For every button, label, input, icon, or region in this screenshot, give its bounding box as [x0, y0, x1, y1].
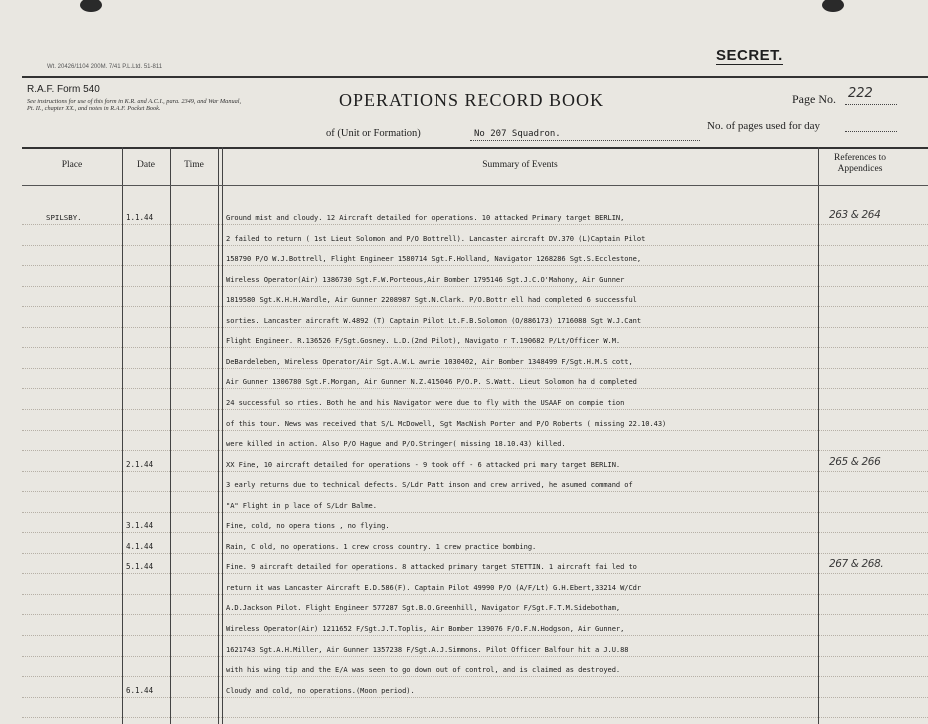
entry-reference: 265 & 266 [829, 455, 881, 468]
form-instructions: See instructions for use of this form in K.R. and A.C.I., para. 2349, and War Manual, Pt. II., chapter XX., and notes in R.A.F. Pocket Book. [27, 98, 242, 113]
summary-line: Wireless Operator(Air) 1211652 F/Sgt.J.T.Toplis, Air Bomber 139076 F/O.F.N.Hodgson, Air Gunner, [226, 624, 625, 633]
column-divider-date-time [170, 147, 171, 724]
pages-used-label: No. of pages used for day [707, 120, 821, 132]
ruled-line [22, 245, 928, 246]
ruled-line [22, 594, 928, 595]
column-divider-summary-margin [222, 147, 223, 724]
ruled-line [22, 614, 928, 615]
entry-reference: 267 & 268. [829, 558, 884, 571]
page-title: OPERATIONS RECORD BOOK [339, 90, 605, 110]
entry-date: 6.1.44 [126, 685, 154, 695]
entry-reference: 263 & 264 [829, 209, 881, 221]
summary-line: 158790 P/O W.J.Bottrell, Flight Engineer 1580714 Sgt.F.Holland, Navigator 1268286 Sgt.S.Ecclestone, [226, 254, 642, 264]
ruled-line [22, 265, 928, 266]
summary-line: Ground mist and cloudy. 12 Aircraft detailed for operations. 10 attacked Primary target BERLIN, [226, 213, 625, 222]
ruled-line [22, 286, 928, 287]
punch-hole-right [822, 0, 844, 12]
entry-date: 5.1.44 [126, 562, 154, 572]
ruled-line [22, 697, 928, 698]
pages-used-line [845, 131, 897, 132]
ruled-line [22, 471, 928, 472]
summary-line: of this tour. News was received that S/L McDowell, Sgt MacNish Porter and P/O Roberts ( missing 22.10.43) [226, 418, 667, 428]
print-reference: Wt. 20426/1104 200M. 7/41 P.L.Ltd. 51-811 [47, 64, 163, 70]
summary-line: Fine, cold, no opera tions , no flying. [226, 521, 390, 531]
column-header-references: References to Appendices [834, 153, 886, 174]
ruled-line [22, 573, 928, 574]
top-rule [22, 76, 928, 78]
ruled-line [22, 491, 928, 492]
ruled-line [22, 327, 928, 328]
unit-label: of (Unit or Formation) [326, 128, 421, 139]
summary-line: Wireless Operator(Air) 1386730 Sgt.F.W.Porteous,Air Bomber 1795146 Sgt.J.C.O'Mahony, Air Gunner [226, 274, 625, 284]
summary-line: Fine. 9 aircraft detailed for operations. 8 attacked primary target STETTIN. 1 aircraft fai led to [226, 562, 637, 572]
column-header-place: Place [61, 160, 83, 170]
punch-hole-left [80, 0, 102, 12]
summary-line: with his wing tip and the E/A was seen to go down out of control, and is claimed as destroyed. [226, 665, 621, 675]
ruled-line [22, 409, 928, 410]
ruled-line [22, 388, 928, 389]
ruled-line [22, 717, 928, 718]
summary-line: 2 failed to return ( 1st Lieut Solomon and P/O Bottrell). Lancaster aircraft DV.370 (L)Captain Pilot [226, 233, 646, 243]
summary-line: A.D.Jackson Pilot. Flight Engineer 577287 Sgt.B.O.Greenhill, Navigator F/Sgt.F.T.M.Sidebotham, [226, 603, 621, 613]
summary-line: 24 successful so rties. Both he and his Navigator were due to fly with the USAAF on compie tion [226, 397, 625, 407]
ruled-line [22, 306, 928, 307]
ruled-line [22, 635, 928, 636]
column-divider-place-date [122, 147, 123, 724]
summary-line: 1621743 Sgt.A.H.Miller, Air Gunner 1357238 F/Sgt.A.J.Simmons. Pilot Officer Balfour hit a J.U.88 [226, 644, 629, 654]
entry-date: 3.1.44 [126, 521, 154, 531]
entry-date: 4.1.44 [126, 541, 154, 551]
summary-line: were killed in action. Also P/O Hague and P/O.Stringer( missing 18.10.43) killed. [226, 439, 566, 449]
summary-line: Flight Engineer. R.136526 F/Sgt.Gosney. L.D.(2nd Pilot), Navigato r T.190682 P/Lt/Officer W.M. [226, 336, 621, 346]
entry-date: 1.1.44 [126, 213, 154, 222]
unit-line [470, 140, 700, 141]
summary-line: Rain, C old, no operations. 1 crew cross country. 1 crew practice bombing. [226, 541, 537, 551]
column-header-time: Time [184, 160, 204, 170]
summary-line: Cloudy and cold, no operations.(Moon period). [226, 685, 415, 695]
ruled-line [22, 368, 928, 369]
entry-place: SPILSBY. [46, 213, 82, 222]
summary-line: 3 early returns due to technical defects. S/Ldr Patt inson and crew arrived, he asumed command of [226, 480, 633, 490]
summary-line: "A" Flight in p lace of S/Ldr Balme. [226, 500, 377, 510]
ruled-line [22, 553, 928, 554]
ruled-line [22, 656, 928, 657]
summary-line: XX Fine, 10 aircraft detailed for operations - 9 took off - 6 attacked pri mary target BERLIN. [226, 459, 621, 469]
unit-value: No 207 Squadron. [474, 129, 561, 139]
entry-date: 2.1.44 [126, 459, 154, 469]
ruled-line [22, 347, 928, 348]
column-divider-summary-refs [818, 147, 819, 724]
summary-line: sorties. Lancaster aircraft W.4892 (T) Captain Pilot Lt.F.B.Solomon (O/886173) 1716088 Sgt W.J.Cant [226, 315, 642, 325]
page-number-label: Page No. [792, 92, 836, 106]
ruled-line [22, 512, 928, 513]
ruled-line [22, 676, 928, 677]
form-number: R.A.F. Form 540 [27, 84, 100, 95]
ruled-line [22, 224, 928, 225]
page-number-line [845, 104, 897, 105]
page-number-value: 222 [848, 86, 873, 101]
summary-line: Air Gunner 1306780 Sgt.F.Morgan, Air Gunner N.Z.415046 P/O.P. S.Watt. Lieut Solomon ha d completed [226, 377, 637, 387]
summary-line: 1819580 Sgt.K.H.H.Wardle, Air Gunner 2208987 Sgt.N.Clark. P/O.Bottr ell had completed 6 successful [226, 295, 637, 305]
column-divider-time-summary [218, 147, 219, 724]
ruled-line [22, 450, 928, 451]
column-header-summary: Summary of Events [482, 160, 558, 170]
summary-line: return it was Lancaster Aircraft E.D.586(F). Captain Pilot 49990 P/O (A/F/Lt) G.H.Ebert,33214 W/Cdr [226, 582, 642, 592]
ruled-line [22, 430, 928, 431]
header-rule [22, 147, 928, 149]
secret-stamp: SECRET. [716, 47, 783, 64]
summary-line: DeBardeleben, Wireless Operator/Air Sgt.A.W.L awrie 1030402, Air Bomber 1348499 F/Sgt.H.M.S cott, [226, 356, 633, 366]
column-header-rule [22, 185, 928, 186]
column-header-date: Date [137, 160, 155, 170]
ruled-line [22, 532, 928, 533]
